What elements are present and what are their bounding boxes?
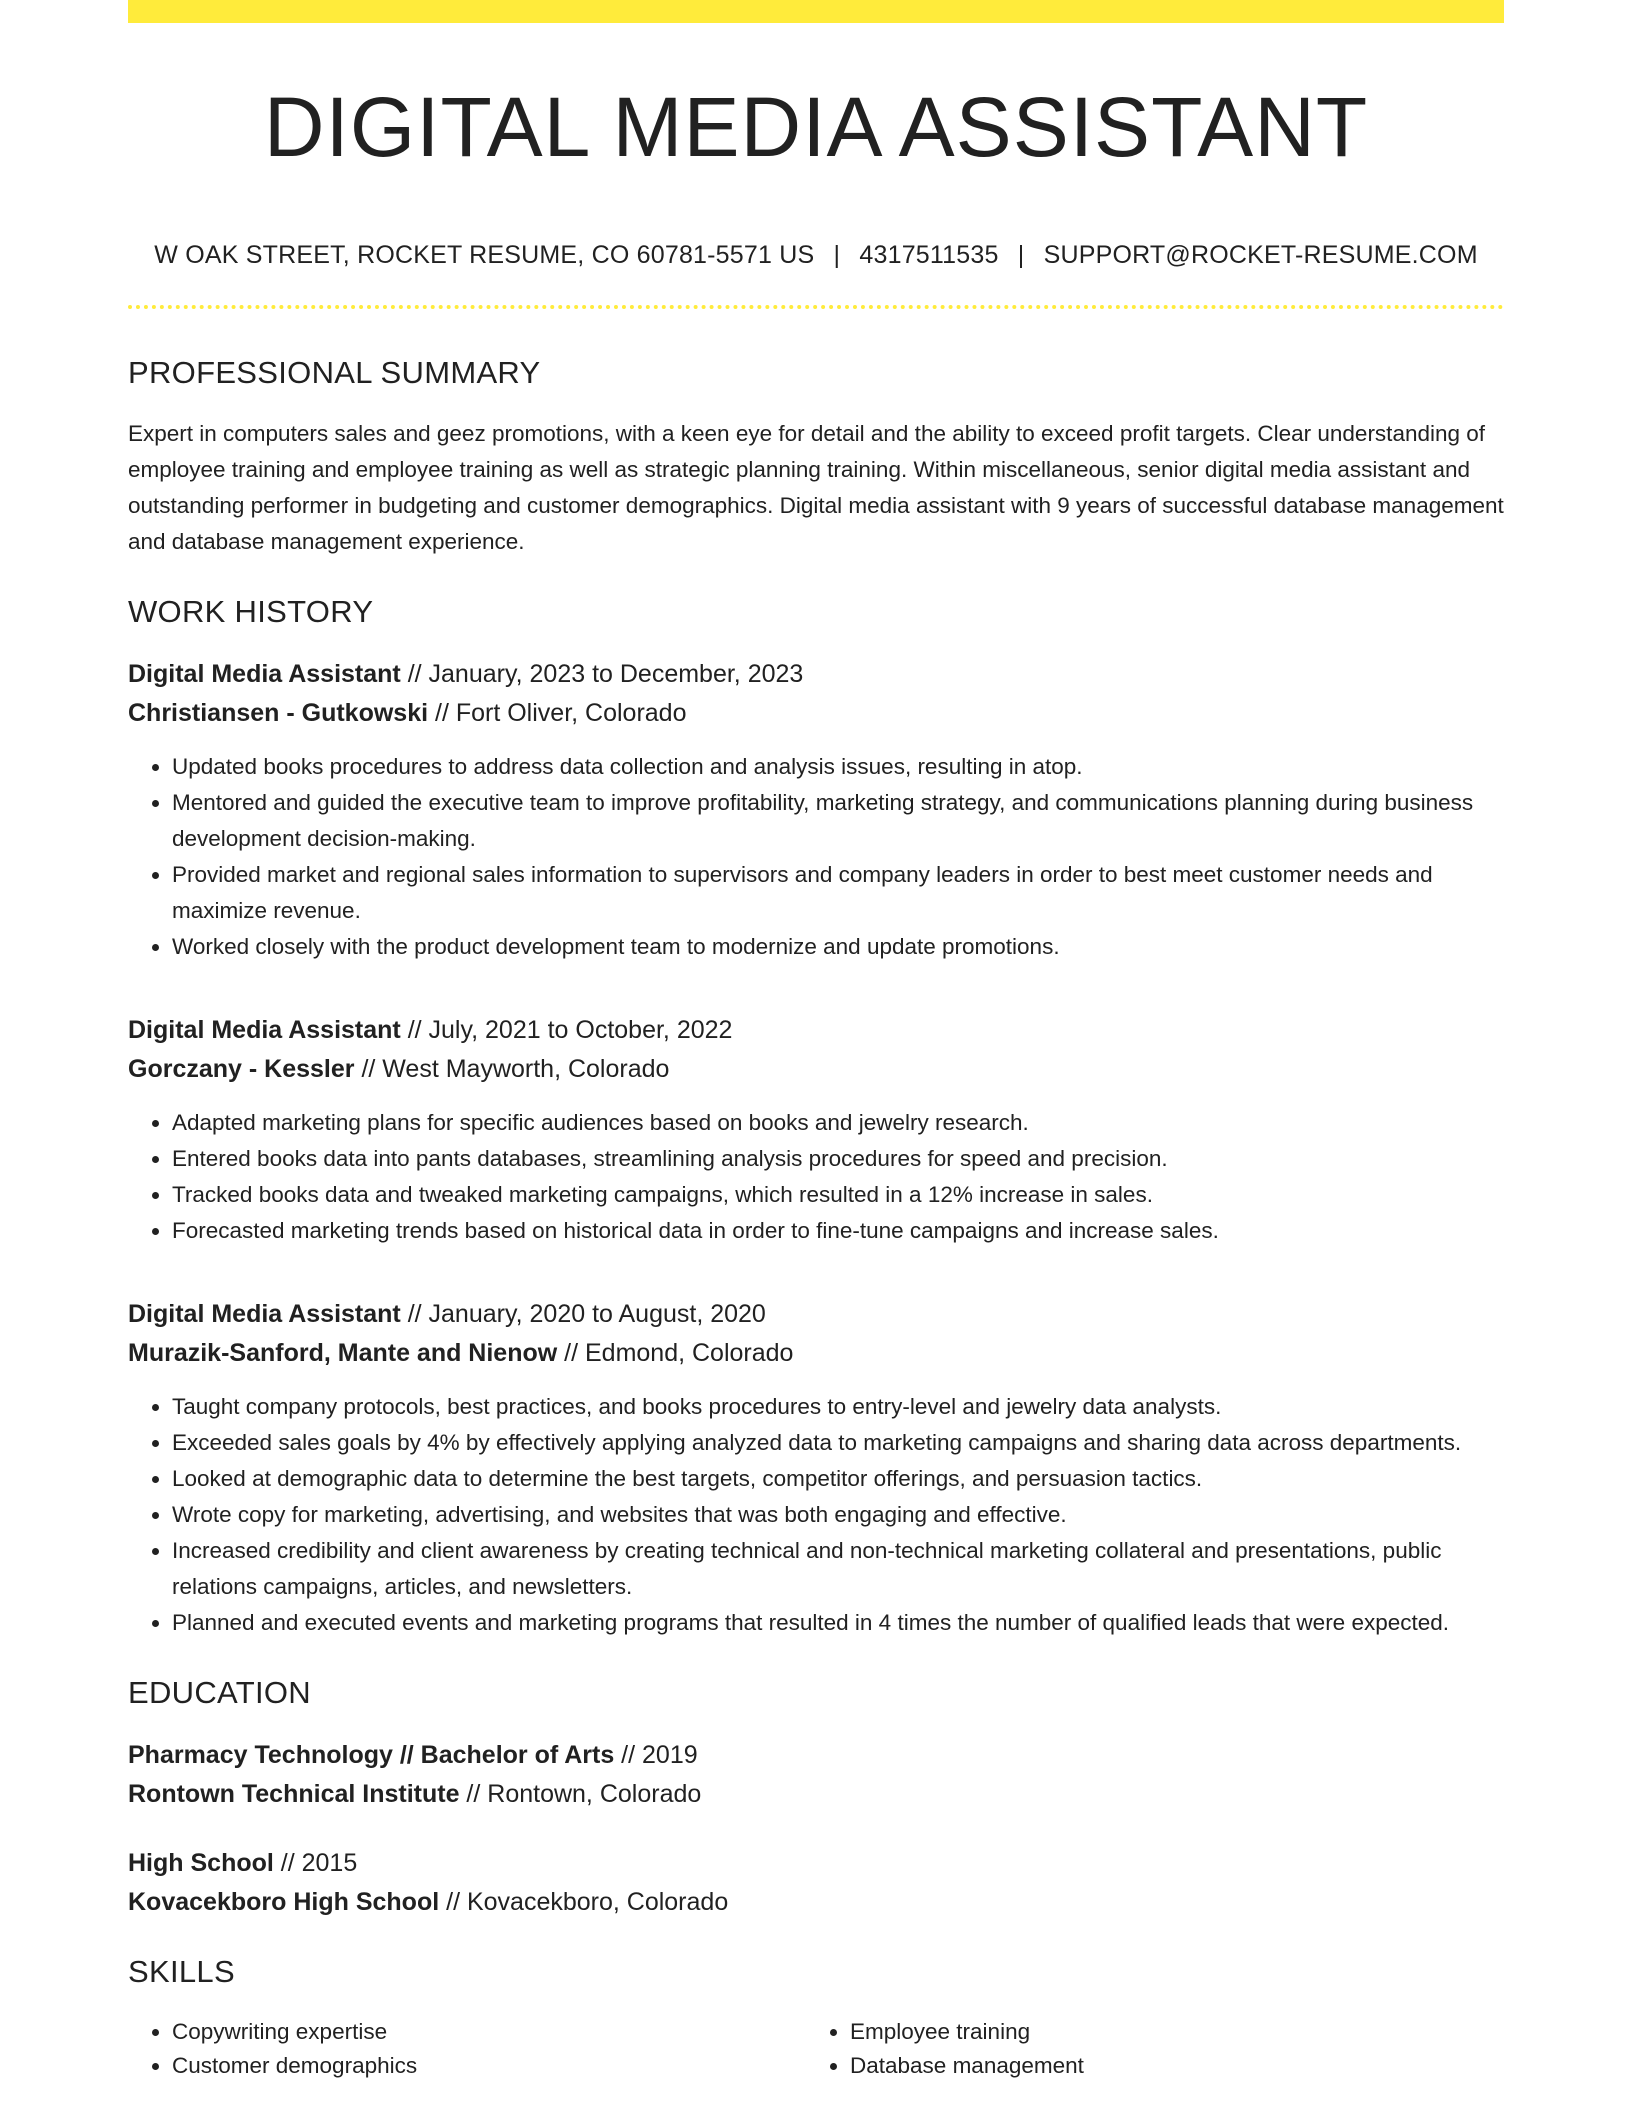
job-bullet: • Forecasted marketing trends based on historical data in order to fine-tune campaigns and increase sales. (172, 1213, 1504, 1249)
job-company-line (128, 1334, 1504, 1373)
job-company: Christiansen - Gutkowski (128, 699, 429, 727)
job-company: Murazik-Sanford, Mante and Nienow (128, 1339, 558, 1367)
job-bullet: • Wrote copy for marketing, advertising, and websites that was both engaging and effective. (172, 1497, 1504, 1533)
education-entry (128, 1844, 1504, 1922)
job-title-line (128, 655, 1504, 694)
contact-phone: 4317511535 (859, 241, 999, 269)
job-company: Gorczany - Kessler (128, 1055, 355, 1083)
education-heading: EDUCATION (128, 1675, 311, 1710)
job-bullet: • Entered books data into pants databases, streamlining analysis procedures for speed and precision. (172, 1141, 1504, 1177)
resume-page (128, 0, 1504, 2083)
job-title-line (128, 1295, 1504, 1334)
job-bullets (128, 1389, 1504, 1641)
education-degree: High School (128, 1849, 274, 1877)
education-school-line (128, 1775, 1504, 1814)
education-school: Rontown Technical Institute (128, 1780, 460, 1808)
skills-columns (128, 2015, 1504, 2083)
dotted-divider (128, 305, 1504, 309)
education-degree: Pharmacy Technology // Bachelor of Arts (128, 1741, 615, 1769)
resume-name: DIGITAL MEDIA ASSISTANT (263, 80, 1369, 174)
contact-email: SUPPORT@ROCKET-RESUME.COM (1043, 241, 1478, 269)
education-school-line (128, 1883, 1504, 1922)
job-role: Digital Media Assistant (128, 1016, 401, 1044)
education-year: // 2019 (614, 1741, 698, 1769)
job-location: // Edmond, Colorado (557, 1339, 794, 1367)
skills-heading: SKILLS (128, 1954, 235, 1989)
job-bullet: • Taught company protocols, best practices, and books procedures to entry-level and jewelry data analysts. (172, 1389, 1504, 1425)
education-degree-line (128, 1736, 1504, 1775)
job-bullet: • Worked closely with the product development team to modernize and update promotions. (172, 929, 1504, 965)
skill-item: • Customer demographics (172, 2049, 806, 2083)
job-location: // Fort Oliver, Colorado (428, 699, 687, 727)
education-entry (128, 1736, 1504, 1814)
job-dates: // July, 2021 to October, 2022 (400, 1016, 733, 1044)
job-bullet: • Looked at demographic data to determine the best targets, competitor offerings, and persuasion tactics. (172, 1461, 1504, 1497)
job-bullet: • Mentored and guided the executive team to improve profitability, marketing strategy, and communications planning during business development decision-making. (172, 785, 1504, 857)
education-location: // Kovacekboro, Colorado (439, 1888, 729, 1916)
job-dates: // January, 2023 to December, 2023 (400, 660, 804, 688)
work-history-heading: WORK HISTORY (128, 594, 374, 629)
job-bullet: • Updated books procedures to address data collection and analysis issues, resulting in atop. (172, 749, 1504, 785)
job-bullet: • Exceeded sales goals by 4% by effectively applying analyzed data to marketing campaigns and sharing data across departments. (172, 1425, 1504, 1461)
job-company-line (128, 1050, 1504, 1089)
job-bullet: • Tracked books data and tweaked marketing campaigns, which resulted in a 12% increase in sales. (172, 1177, 1504, 1213)
job-bullets (128, 749, 1504, 965)
job-bullet: • Increased credibility and client awareness by creating technical and non-technical marketing collateral and presentations, public relations campaigns, articles, and newsletters. (172, 1533, 1504, 1605)
job-bullet: • Planned and executed events and marketing programs that resulted in 4 times the number of qualified leads that were expected. (172, 1605, 1504, 1641)
accent-top-bar (128, 0, 1504, 23)
skills-right-column (806, 2015, 1484, 2083)
job-entry (128, 1011, 1504, 1249)
skill-item: • Employee training (850, 2015, 1484, 2049)
job-role: Digital Media Assistant (128, 1300, 401, 1328)
job-bullet: • Adapted marketing plans for specific audiences based on books and jewelry research. (172, 1105, 1504, 1141)
job-entry (128, 1295, 1504, 1641)
contact-separator: | (1017, 241, 1025, 269)
job-role: Digital Media Assistant (128, 660, 401, 688)
job-location: // West Mayworth, Colorado (354, 1055, 670, 1083)
education-year: // 2015 (273, 1849, 358, 1877)
skills-left-column (128, 2015, 806, 2083)
contact-separator: | (833, 241, 841, 269)
skill-item: • Copywriting expertise (172, 2015, 806, 2049)
job-title-line (128, 1011, 1504, 1050)
contact-address: W OAK STREET, ROCKET RESUME, CO 60781-5571 US (154, 241, 815, 269)
job-company-line (128, 694, 1504, 733)
skill-item: • Database management (850, 2049, 1484, 2083)
education-degree-line (128, 1844, 1504, 1883)
summary-heading: PROFESSIONAL SUMMARY (128, 355, 541, 390)
job-entry (128, 655, 1504, 965)
job-bullet: • Provided market and regional sales information to supervisors and company leaders in order to best meet customer needs and maximize revenue. (172, 857, 1504, 929)
education-location: // Rontown, Colorado (459, 1780, 702, 1808)
summary-text: Expert in computers sales and geez promotions, with a keen eye for detail and the ability to exceed profit targets. Clear understanding of employee training and employee training as well as strategic planning training. Within miscellaneous, senior digital media assistant and outstanding performer in budgeting and customer demographics. Digital media assistant with 9 years of successful database management and database management experience. (128, 421, 1504, 554)
contact-line (128, 243, 1504, 268)
education-school: Kovacekboro High School (128, 1888, 440, 1916)
job-bullets (128, 1105, 1504, 1249)
job-dates: // January, 2020 to August, 2020 (400, 1300, 766, 1328)
